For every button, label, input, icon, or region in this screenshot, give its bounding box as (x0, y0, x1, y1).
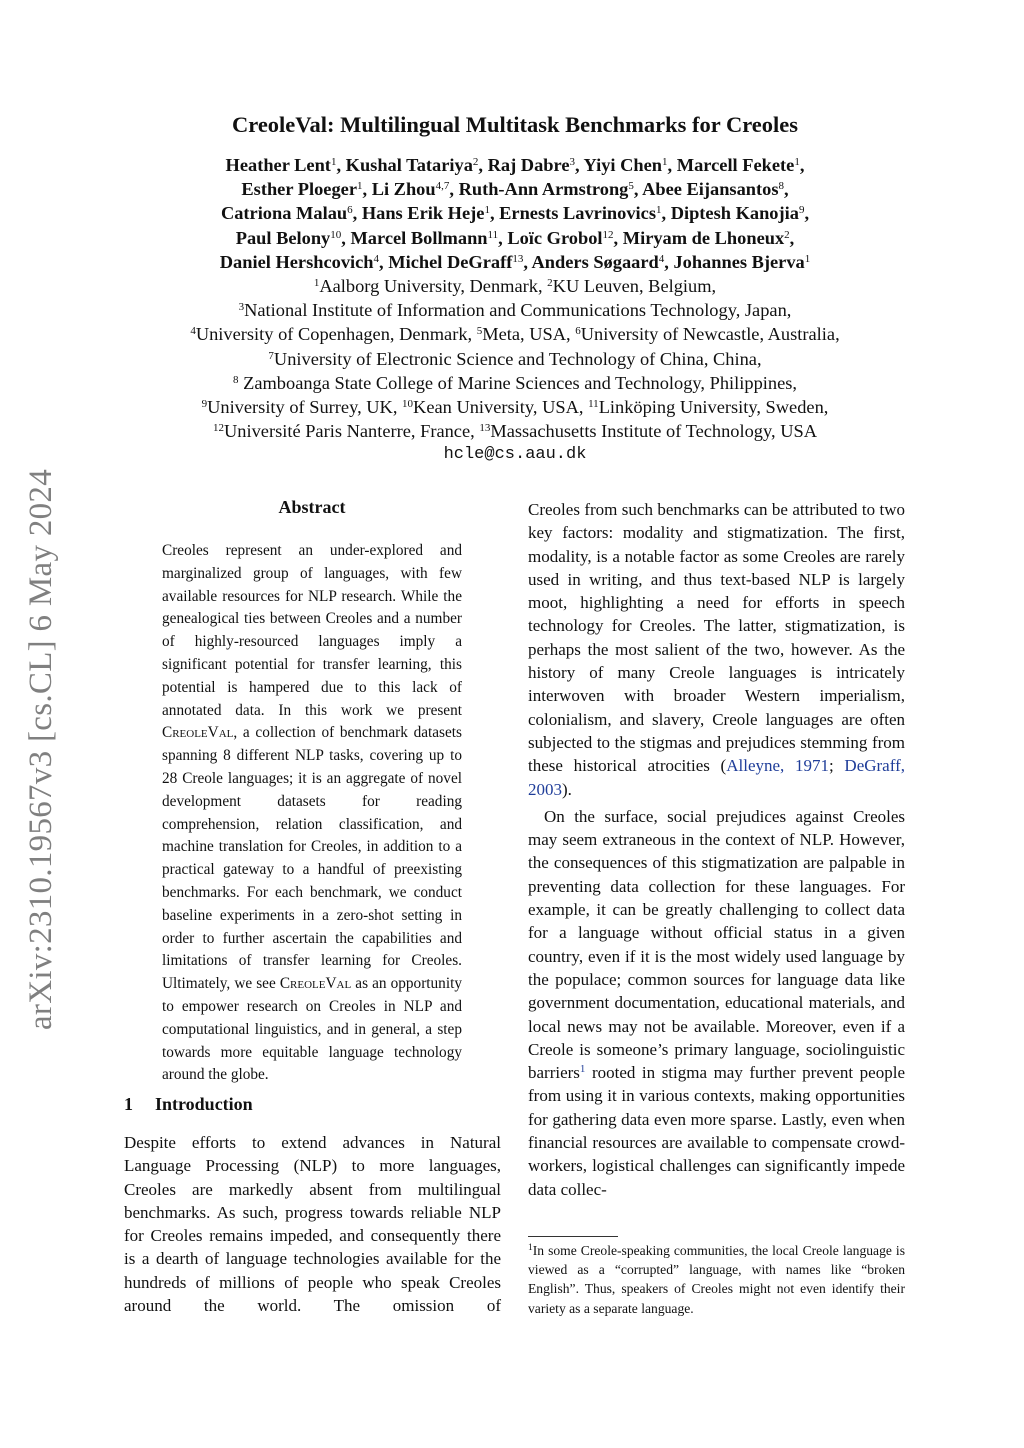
affiliation: Linköping University, Sweden (598, 397, 824, 418)
author: Heather Lent (225, 155, 331, 175)
footnote-divider (528, 1236, 618, 1237)
abstract-heading: Abstract (278, 497, 346, 517)
contact-email: hcle@cs.aau.dk (443, 445, 587, 465)
author: Yiyi Chen (583, 155, 663, 175)
footnote: $^1$In some Creole-speaking communities, the local Creole language is viewed as a “corrupted” language, with names like “broken English”. Thus, speakers of Creoles might not even identify their variety as a separate language. (528, 1243, 905, 1316)
author-list: Heather Lent$^1$, Kushal Tatariya$^2$, Raj Dabre$^3$, Yiyi Chen$^1$, Marcell Fekete$^1$, Esther Ploeger$^1$, Li Zhou$^{4,7}$, Ruth-Ann Armstrong$^5$, Abee Eijansantos$^8$, Catriona Malau$^6$, Hans Erik Heje$^1$, Ernests Lavrinovics$^1$, Diptesh Kanojia$^9$, Paul Belony$^{10}$, Marcel Bollmann$^{11}$, Loïc Grobol$^{12}$, Miryam de Lhoneux$^2$, Daniel Hershcovich$^4$, Michel DeGraff$^{13}$, Anders Søgaard$^4$, Johannes Bjerva$^1$ (219, 155, 811, 272)
introduction-section (124, 1094, 501, 1317)
author: Paul Belony (235, 227, 331, 248)
author: Abee Eijansantos (642, 179, 779, 200)
author: Loïc Grobol (507, 227, 603, 248)
author: Marcell Fekete (676, 155, 795, 175)
arxiv-watermark (16, 454, 68, 1044)
affiliation: University of Electronic Science and Technology of China, China (273, 348, 757, 369)
affiliation: University of Surrey, UK (207, 397, 393, 418)
author: Esther Ploeger (241, 179, 357, 200)
affiliation: Aalborg University, Denmark (319, 276, 538, 297)
abstract-text: Creoles represent an under-explored and marginalized group of languages, with few available resources for NLP research. While the genealogical ties between Creoles and a number of highly-resourced languages imply a significant potential for transfer learning, this potential is hampered due to this lack of annotated data. In this work we present CreoleVal, a collection of benchmark datasets spanning 8 different NLP tasks, covering up to 28 Creole languages; it is an aggregate of novel development datasets for reading comprehension, relation classification, and machine translation for Creoles, in addition to a practical gateway to a handful of preexisting benchmarks. For each benchmark, we conduct baseline experiments in a zero-shot setting in order to further ascertain the capabilities and limitations of transfer learning for Creoles. Ultimately, we see CreoleVal as an opportunity to empower research on Creoles in NLP and computational linguistics, and in general, a step towards more equitable language technology around the globe. (162, 542, 462, 1084)
affiliation: University of Newcastle, Australia (580, 324, 836, 345)
author: Diptesh Kanojia (670, 203, 799, 224)
arxiv-id-text: arXiv:2310.19567v3 [cs.CL] 6 May 2024 (23, 468, 60, 1030)
intro-paragraph-1: Despite efforts to extend advances in Natural Language Processing (NLP) to more languages, Creoles are markedly absent from multilingual benchmarks. As such, progress towards reliable NLP for Creoles remains impeded, and consequently there is a dearth of language technologies available for the hundreds of millions of people who speak Creoles around the world. The omission of (124, 1133, 501, 1316)
author: Kushal Tatariya (345, 155, 473, 175)
affiliation: KU Leuven, Belgium (552, 276, 712, 297)
author: Daniel Hershcovich (219, 251, 374, 272)
affiliation: Meta, USA (482, 324, 567, 345)
author: Johannes Bjerva (673, 251, 805, 272)
citation-link[interactable]: Alleyne, 1971 (726, 756, 829, 776)
right-column (528, 498, 905, 1201)
affiliation-list: $^1$Aalborg University, Denmark, $^2$KU Leuven, Belgium, $^3$National Institute of Information and Communications Technology, Japan, $^4$University of Copenhagen, Denmark, $^5$Meta, USA, $^6$University of Newcastle, Australia, $^7$University of Electronic Science and Technology of China, China, $^8$ Zamboanga State College of Marine Sciences and Technology, Philippines, $^9$University of Surrey, UK, $^{10}$Kean University, USA, $^{11}$Linköping University, Sweden, $^{12}$Université Paris Nanterre, France, $^{13}$Massachusetts Institute of Technology, USA (190, 276, 840, 442)
affiliation: Massachusetts Institute of Technology, USA (490, 421, 817, 442)
intro-paragraph-2: On the surface, social prejudices against Creoles may seem extraneous in the context of NLP. However, the consequences of this stigmatization are palpable in preventing data collection for these languages. For example, it can be greatly challenging to collect data for a language without official status in a given country, even if it is the most widely used language by the populace; common sources for language data like government documentation, educational materials, and local news may not be available. Moreover, even if a Creole is someone’s primary language, sociolinguistic barriers$^1$ rooted in stigma may further prevent people from using it in various contexts, making opportunities for gathering data even more sparse. Lastly, even when financial resources are available to compensate crowd-workers, logistical challenges can significantly impede data collec- (528, 806, 905, 1199)
author: Marcel Bollmann (350, 227, 488, 248)
author: Raj Dabre (487, 155, 570, 175)
affiliation: National Institute of Information and Communications Technology, Japan (244, 300, 787, 321)
author: Hans Erik Heje (361, 203, 485, 224)
author: Michel DeGraff (388, 251, 513, 272)
abstract-section (162, 497, 462, 1087)
paper-title: CreoleVal: Multilingual Multitask Benchmarks for Creoles (231, 112, 799, 137)
introduction-heading: 1 Introduction (124, 1094, 253, 1114)
footnote-ref[interactable]: 1 (579, 1063, 586, 1076)
author-block (120, 153, 910, 468)
affiliation: Université Paris Nanterre, France (224, 421, 471, 442)
author: Ruth-Ann Armstrong (458, 179, 629, 200)
author: Miryam de Lhoneux (622, 227, 785, 248)
affiliation: Zamboanga State College of Marine Sciences and Technology, Philippines (243, 372, 793, 393)
author: Anders Søgaard (531, 251, 659, 272)
citation-link[interactable]: DeGraff, 2003 (528, 756, 905, 799)
affiliation: University of Copenhagen, Denmark (195, 324, 468, 345)
author: Li Zhou (371, 179, 436, 200)
author: Catriona Malau (220, 203, 348, 224)
author: Ernests Lavrinovics (499, 203, 656, 224)
affiliation: Kean University, USA (413, 397, 579, 418)
intro-paragraph-1-continued: Creoles from such benchmarks can be attributed to two key factors: modality and stigmatization. The first, modality, is a notable factor as some Creoles are rarely used in writing, and thus text-based NLP is largely moot, highlighting a need for efforts in speech technology for Creoles. The latter, stigmatization, is perhaps the most salient of the two, however. As the history of many Creole languages is intricately interwoven with broader Western imperialism, colonialism, and slavery, Creole languages are often subjected to the stigmas and prejudices stemming from these historical atrocities (Alleyne, 1971; DeGraff, 2003). (528, 500, 905, 799)
